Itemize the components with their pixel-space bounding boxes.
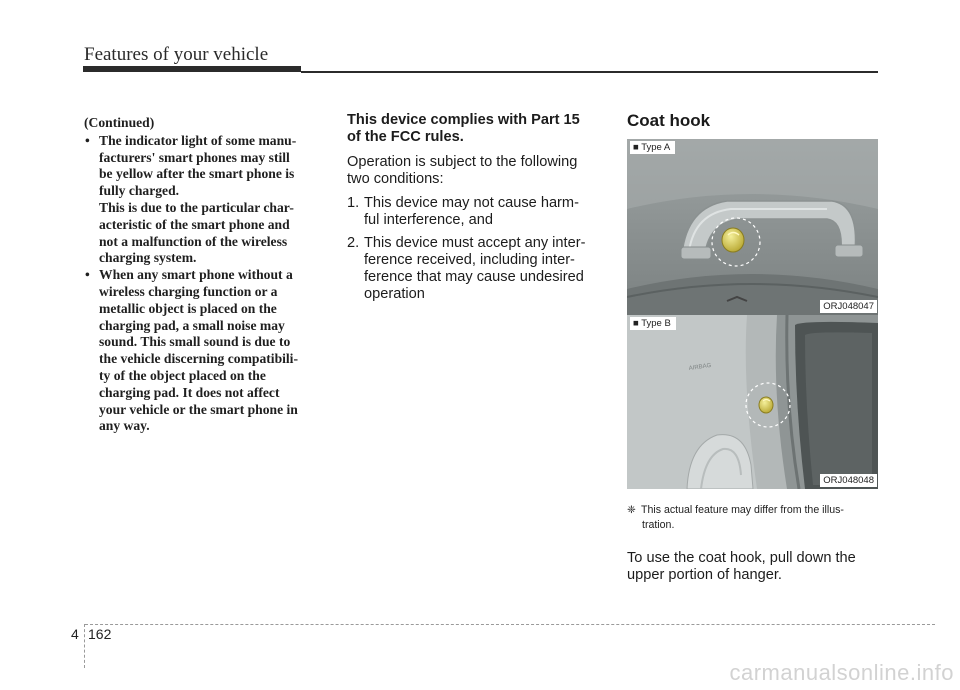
header-rule-thin	[301, 71, 878, 73]
text-line: This device complies with Part 15	[347, 112, 580, 128]
text-line: ference received, including inter-	[364, 252, 575, 268]
text-line: To use the coat hook, pull down the	[627, 550, 856, 566]
section-number: 4	[71, 626, 79, 642]
type-a-label: ■ Type A	[630, 141, 675, 154]
text-line: This device must accept any inter-	[364, 235, 586, 251]
airbag-text: AIRBAG	[688, 362, 712, 372]
figure-code: ORJ048047	[820, 300, 877, 313]
coat-hook-type-b-illustration	[627, 315, 878, 489]
text-line: ty of the object placed on the	[99, 367, 266, 383]
bullet-small-noise	[84, 267, 334, 435]
text-line: acteristic of the smart phone and	[99, 216, 290, 232]
page-number: 162	[88, 626, 112, 642]
item-number: 1.	[347, 195, 360, 211]
condition-item-2	[347, 235, 605, 303]
text-line: your vehicle or the smart phone in	[99, 401, 298, 417]
page-header-title: Features of your vehicle	[84, 44, 269, 65]
column-2	[347, 112, 605, 309]
text-line: tration.	[642, 519, 675, 531]
text-line: of the FCC rules.	[347, 129, 464, 145]
text-line: • When any smart phone without a	[99, 267, 293, 283]
text-line: operation	[364, 286, 425, 302]
footer-vertical-divider	[84, 624, 85, 668]
text-line: any way.	[99, 418, 150, 434]
footer-divider	[85, 624, 935, 625]
continued-label: (Continued)	[84, 115, 155, 130]
fcc-statement	[347, 112, 605, 146]
text-line: the vehicle discerning compatibili-	[99, 351, 298, 367]
text-line: fully charged.	[99, 183, 180, 199]
text-line: sound. This small sound is due to	[99, 334, 291, 350]
text-line: charging pad. It does not affect	[99, 384, 280, 400]
text-line: ful interference, and	[364, 212, 493, 228]
column-1	[84, 115, 334, 435]
figure-type-a	[627, 139, 878, 315]
header-rule-thick	[83, 66, 301, 72]
text-line: charging pad, a small noise may	[99, 317, 285, 333]
text-line: wireless charging function or a	[99, 283, 278, 299]
text-line: charging system.	[99, 250, 197, 266]
figure-code: ORJ048048	[820, 474, 877, 487]
watermark: carmanualsonline.info	[729, 660, 954, 685]
coat-hook-instructions	[627, 550, 879, 584]
text-line: metallic object is placed on the	[99, 300, 277, 316]
note-asterisk-icon: ❈	[627, 504, 636, 516]
text-line: This device may not cause harm-	[364, 195, 579, 211]
condition-item-1	[347, 195, 605, 229]
item-number: 2.	[347, 235, 360, 251]
text-line: two conditions:	[347, 171, 444, 187]
text-line: • The indicator light of some manu-	[99, 132, 297, 148]
text-line: ference that may cause undesired	[364, 269, 584, 285]
section-title: Coat hook	[627, 111, 711, 130]
text-line: This is due to the particular char-	[99, 199, 294, 215]
text-line: upper portion of hanger.	[627, 567, 782, 583]
bullet-indicator-light	[84, 133, 334, 267]
text-line: Operation is subject to the following	[347, 154, 578, 170]
figure-type-b	[627, 315, 878, 489]
illustration-note	[627, 503, 879, 533]
conditions-intro	[347, 154, 605, 188]
text-line: facturers' smart phones may still	[99, 149, 290, 165]
text-line: This actual feature may differ from the illus-	[641, 504, 844, 516]
type-b-label: ■ Type B	[630, 317, 676, 330]
coat-hook-type-a-illustration	[627, 139, 878, 315]
text-line: be yellow after the smart phone is	[99, 166, 295, 182]
text-line: not a malfunction of the wireless	[99, 233, 288, 249]
